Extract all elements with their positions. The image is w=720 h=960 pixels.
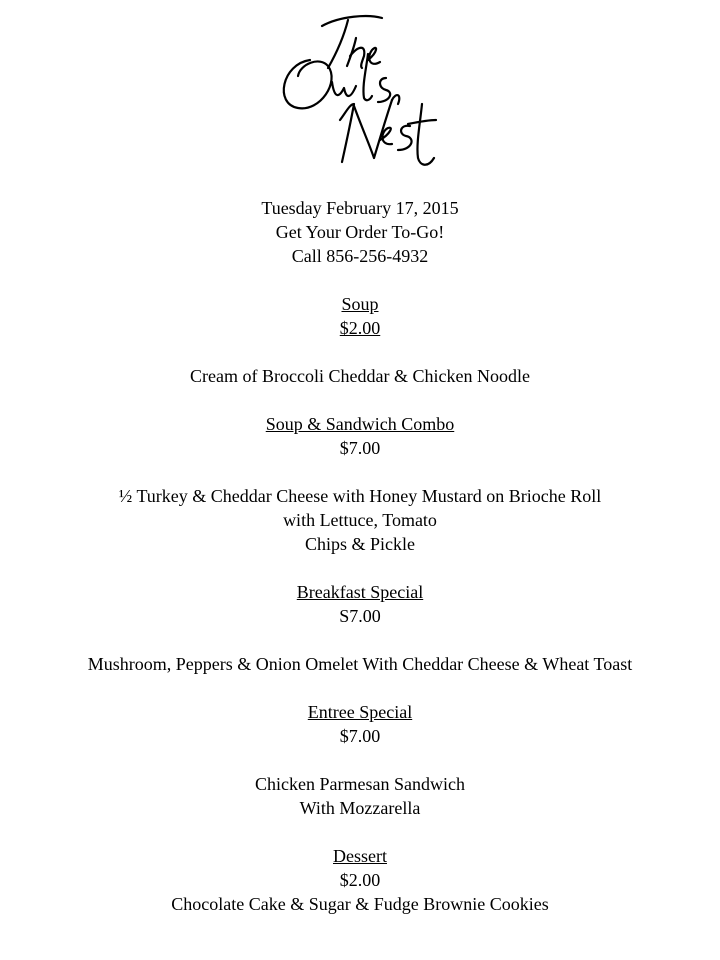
combo-heading: Soup & Sandwich Combo <box>265 414 455 434</box>
daily-menu <box>0 196 720 916</box>
spacer <box>0 748 720 772</box>
owls-nest-logo <box>270 8 450 178</box>
breakfast-price: S7.00 <box>339 606 381 626</box>
spacer <box>0 556 720 580</box>
combo-item: Chips & Pickle <box>304 534 415 554</box>
entree-heading: Entree Special <box>307 702 413 722</box>
spacer <box>0 268 720 292</box>
spacer <box>0 820 720 844</box>
combo-item: with Lettuce, Tomato <box>283 510 437 530</box>
entree-price: $7.00 <box>339 726 381 746</box>
entree-item: With Mozzarella <box>299 798 421 818</box>
combo-price: $7.00 <box>339 438 381 458</box>
dessert-item: Chocolate Cake & Sugar & Fudge Brownie Cookies <box>171 894 549 914</box>
menu-date: Tuesday February 17, 2015 <box>261 198 459 218</box>
dessert-heading: Dessert <box>333 846 387 866</box>
combo-item: ½ Turkey & Cheddar Cheese with Honey Mustard on Brioche Roll <box>118 486 602 506</box>
soup-heading: Soup <box>341 294 379 314</box>
spacer <box>0 676 720 700</box>
breakfast-item: Mushroom, Peppers & Onion Omelet With Cheddar Cheese & Wheat Toast <box>87 654 633 674</box>
soup-item: Cream of Broccoli Cheddar & Chicken Noodle <box>190 366 530 386</box>
call-phone-text: Call 856-256-4932 <box>291 246 429 266</box>
entree-item: Chicken Parmesan Sandwich <box>255 774 465 794</box>
spacer <box>0 628 720 652</box>
owls-nest-script-logo-icon <box>270 8 450 178</box>
breakfast-heading: Breakfast Special <box>296 582 424 602</box>
spacer <box>0 460 720 484</box>
dessert-price: $2.00 <box>339 870 381 890</box>
order-to-go-text: Get Your Order To-Go! <box>275 222 445 242</box>
soup-price: $2.00 <box>339 318 381 338</box>
spacer <box>0 388 720 412</box>
spacer <box>0 340 720 364</box>
